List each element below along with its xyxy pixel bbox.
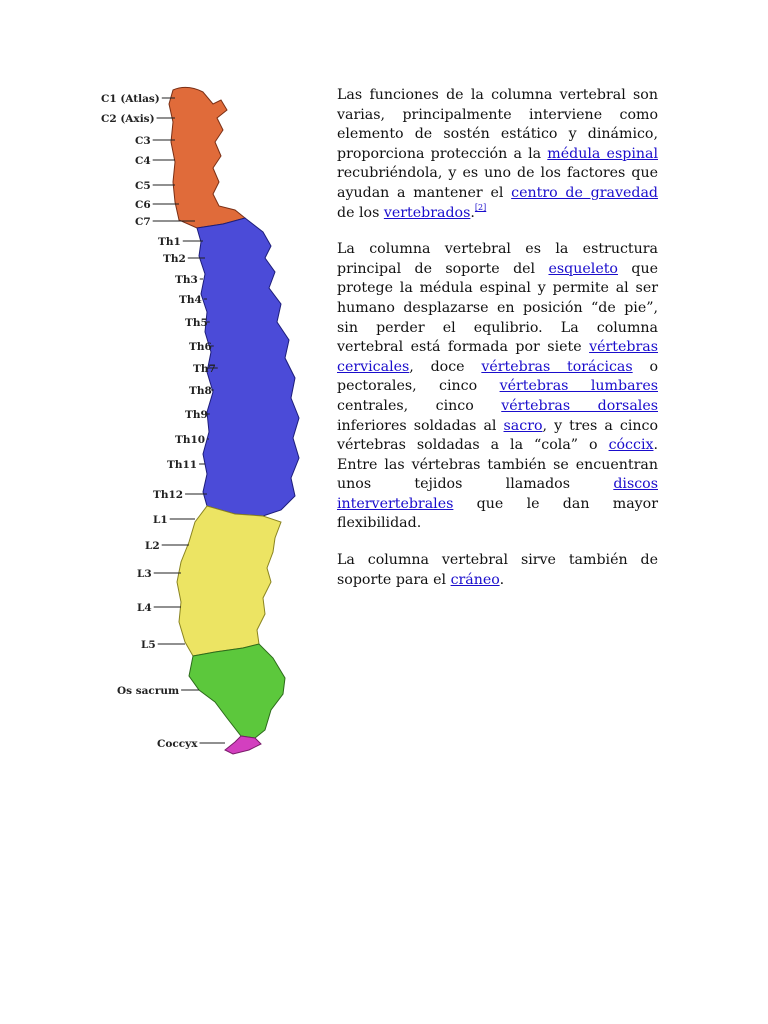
text: que le dan mayor flexibilidad. [337,495,658,532]
link-vertebras-cervicales[interactable]: vértebras cervicales [337,339,658,375]
text: La columna vertebral es la estructura principal de soporte del [337,241,658,277]
coccyx-segment [225,736,261,754]
spine-label: C3 [135,135,151,147]
link-esqueleto[interactable]: esqueleto [548,260,618,277]
spine-label: Th10 [175,434,206,446]
lumbar-segment [177,506,281,656]
reference-link[interactable]: [2] [474,202,487,212]
link-medula-espinal[interactable]: médula espinal [547,145,658,162]
spine-diagram [95,82,310,762]
paragraph-3 [337,551,658,590]
spine-label: Th8 [189,385,212,397]
article-text [337,86,658,607]
paragraph-1 [337,86,658,223]
spine-label: Th11 [167,459,198,471]
link-craneo[interactable]: cráneo [450,571,500,588]
spine-label: Th7 [193,363,216,375]
text: centrales, cinco [337,397,502,414]
link-vertebras-lumbares[interactable]: vértebras lumbares [499,378,658,395]
text: , y tres a cinco vértebras soldadas a la “cola” o [337,417,659,454]
spine-label: Th3 [175,274,198,286]
paragraph-2 [337,240,658,534]
link-centro-de-gravedad[interactable]: centro de gravedad [511,184,658,201]
spine-label: Th6 [189,341,212,353]
text: que protege la médula espinal y permite al ser humano desplazarse en posición “de pie”, sin perder el equlibrio. La columna vertebral está formada por siete [337,260,658,356]
spine-label: C6 [135,199,151,211]
text: . [499,571,505,588]
spine-label: C4 [135,155,151,167]
spine-label: C1 (Atlas) [101,93,160,105]
spine-label: Th2 [163,253,186,265]
text: . [470,204,475,221]
link-vertebrados[interactable]: vertebrados [383,204,471,221]
link-vertebras-dorsales[interactable]: vértebras dorsales [501,397,658,414]
spine-label: L3 [137,568,152,580]
text: o pectorales, cinco [337,358,658,395]
spine-label: L2 [145,540,160,552]
spine-label: Th4 [179,294,202,306]
link-discos-intervertebrales[interactable]: discos intervertebrales [337,476,658,512]
text: . Entre las vértebras también se encuentran unos tejidos llamados [337,437,658,493]
spine-label: C5 [135,180,151,192]
spine-illustration [95,82,310,762]
sacrum-segment [189,644,285,738]
spine-label: C2 (Axis) [101,113,155,125]
text: , doce [409,358,482,375]
text: Las funciones de la columna vertebral son varias, principalmente interviene como elemento de sostén estático y dinámico, proporciona protección a la [337,87,658,162]
spine-label: C7 [135,216,151,228]
spine-label: Th1 [158,236,181,248]
spine-label: Th5 [185,317,208,329]
text: recubriéndola, y es uno de los factores que ayudan a mantener el [337,165,658,201]
link-vertebras-toracicas[interactable]: vértebras torácicas [481,358,633,375]
spine-label: Th12 [153,489,184,501]
link-coccix[interactable]: cóccix [608,437,654,454]
spine-label: Coccyx [157,738,198,750]
spine-label: L5 [141,639,156,651]
spine-label: L4 [137,602,152,614]
cervical-segment [169,87,245,228]
spine-label: L1 [153,514,168,526]
spine-label: Th9 [185,409,208,421]
link-sacro[interactable]: sacro [503,417,543,434]
spine-label: Os sacrum [117,685,180,697]
text: de los [337,204,384,221]
text: inferiores soldadas al [337,417,504,434]
text: La columna vertebral sirve también de soporte para el [337,552,658,588]
